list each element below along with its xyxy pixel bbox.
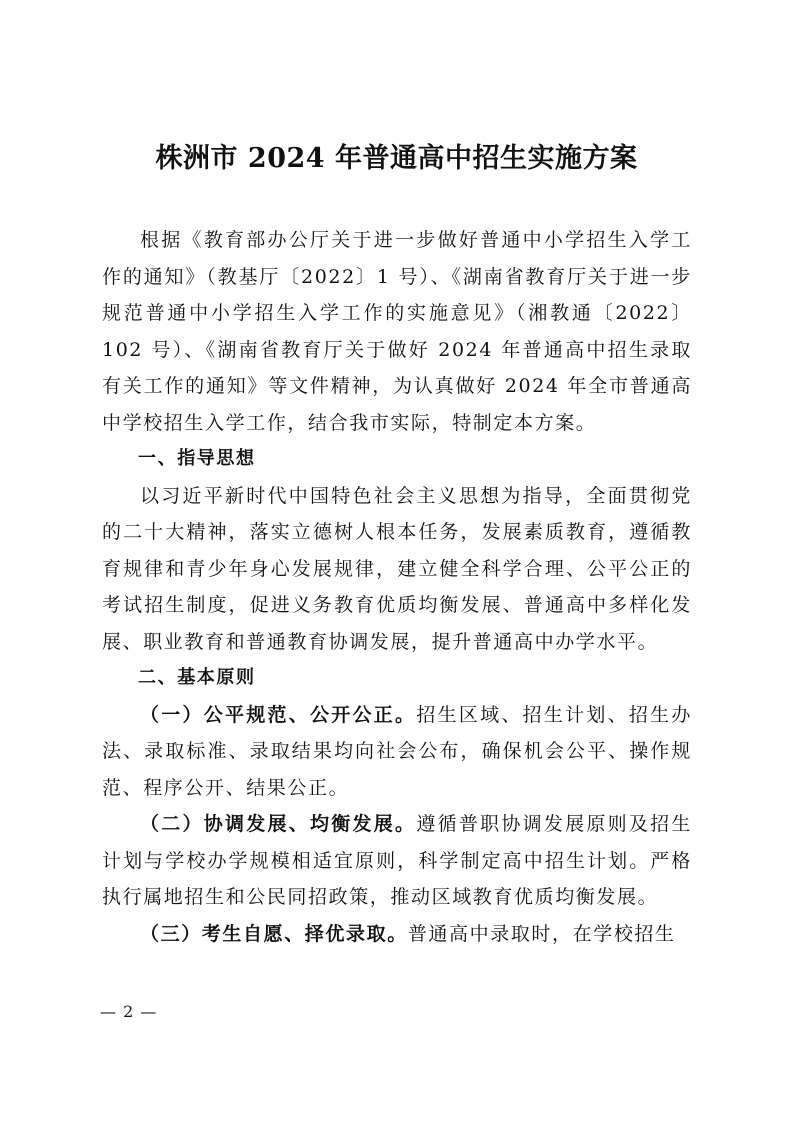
document-title: 株洲市 2024 年普通高中招生实施方案: [155, 143, 638, 174]
intro-paragraph: 根据《教育部办公厅关于进一步做好普通中小学招生入学工作的通知》（教基厅〔2022〕1 号）、《湖南省教育厅关于进一步规范普通中小学招生入学工作的实施意见》（湘教通〔2022〕102 号）、《湖南省教育厅关于做好 2024 年普通高中招生录取有关工作的通知》等文件精神，为认真做好 2024 年全市普通高中学校招生入学工作，结合我市实际，特制定本方案。: [102, 229, 692, 434]
guiding-ideology-paragraph: 以习近平新时代中国特色社会主义思想为指导，全面贯彻党的二十大精神，落实立德树人根本任务，发展素质教育，遵循教育规律和青少年身心发展规律，建立健全科学合理、公平公正的考试招生制度，促进义务教育优质均衡发展、普通高中多样化发展、职业教育和普通教育协调发展，提升普通高中办学水平。: [102, 484, 692, 653]
principle-item-1-lead: （一）公平规范、公开公正。: [140, 703, 417, 726]
section-heading-guiding-ideology: 一、指导思想: [138, 448, 256, 469]
principle-item-2: [102, 806, 692, 916]
principle-item-1: [102, 697, 692, 807]
section-heading-basic-principles: 二、基本原则: [138, 667, 256, 688]
page-number: — 2 —: [100, 1002, 158, 1021]
principle-item-3-text: 普通高中录取时，在学校招生: [407, 922, 676, 945]
principle-item-2-text: 遵循普职协调发展原则及招生计划与学校办学规模相适宜原则，科学制定高中招生计划。严格执行属地招生和公民同招政策，推动区域教育优质均衡发展。: [102, 813, 692, 908]
principle-item-2-lead: （二）协调发展、均衡发展。: [140, 813, 417, 835]
principle-item-1-text: 招生区域、招生计划、招生办法、录取标准、录取结果均向社会公布，确保机会公平、操作规范、程序公开、结果公正。: [102, 703, 692, 799]
document-body: [102, 222, 692, 952]
principle-item-3: [102, 916, 692, 953]
principle-item-3-lead: （三）考生自愿、择优录取。: [140, 922, 408, 945]
